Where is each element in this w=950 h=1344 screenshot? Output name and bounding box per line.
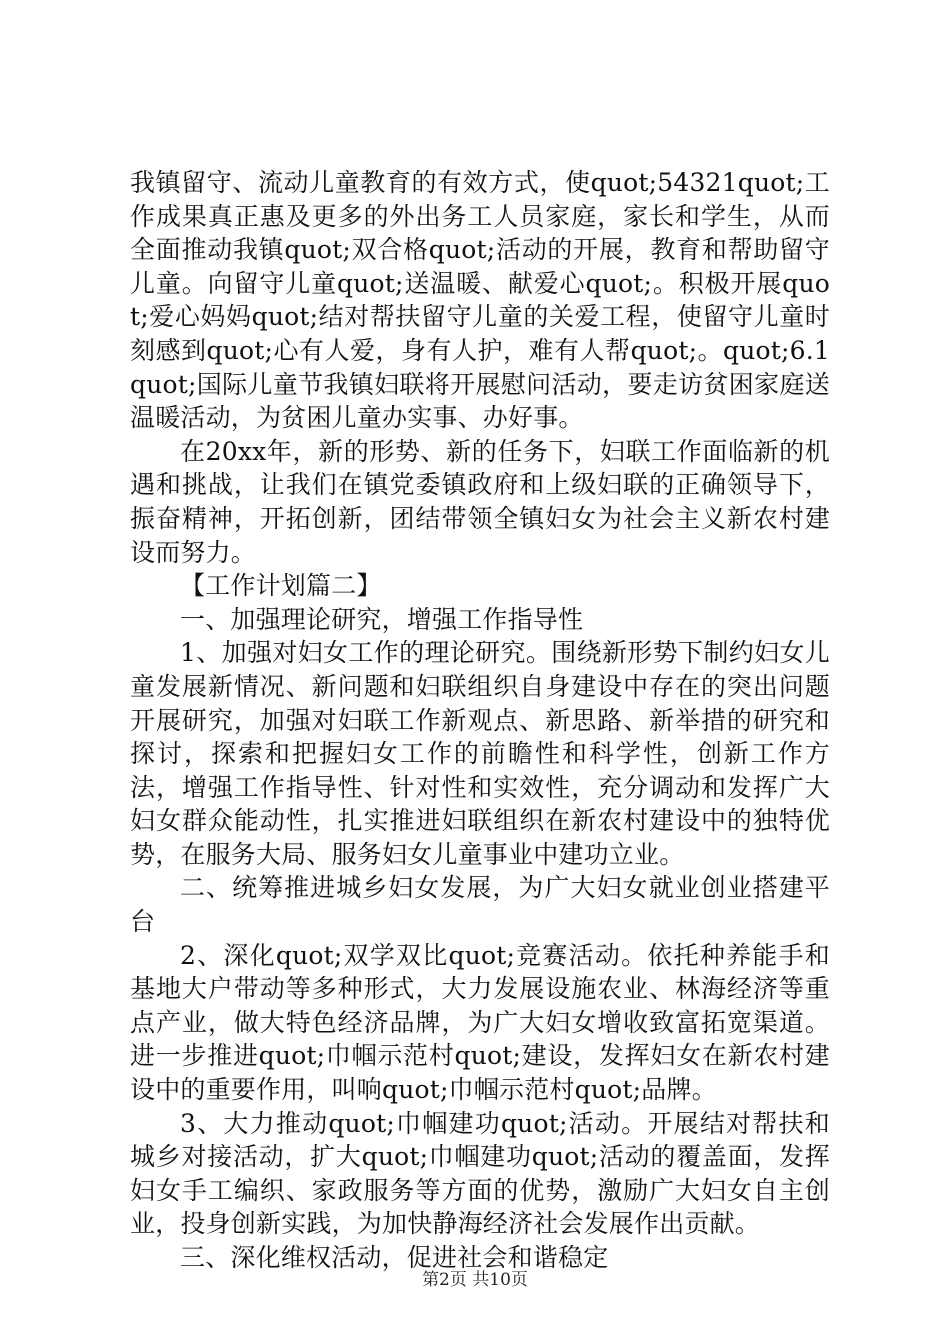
document-body [130,166,830,1275]
section-heading-3: 三、深化维权活动，促进社会和谐稳定 [180,1243,609,1272]
section-heading-2: 二、统筹推进城乡妇女发展，为广大妇女就业创业搭建平台 [130,873,830,937]
paragraph-2: 在20xx年，新的形势、新的任务下，妇联工作面临新的机遇和挑战，让我们在镇党委镇政府和上级妇联的正确领导下，振奋精神，开拓创新，团结带领全镇妇女为社会主义新农村建设而努力。 [130,436,830,567]
section-heading-1: 一、加强理论研究，增强工作指导性 [180,604,584,634]
page-number-footer: 第2页 共10页 [422,1270,528,1290]
paragraph-4: 2、深化quot;双学双比quot;竞赛活动。依托种养能手和基地大户带动等多种形式，大力发展设施农业、林海经济等重点产业，做大特色经济品牌，为广大妇女增收致富拓宽渠道。进一步推进quot;巾帼示范村quot;建设，发挥妇女在新农村建设中的重要作用，叫响quot;巾帼示范村quot;品牌。 [130,940,830,1105]
paragraph-1: 我镇留守、流动儿童教育的有效方式，使quot;54321quot;工作成果真正惠及更多的外出务工人员家庭，家长和学生，从而全面推动我镇quot;双合格quot;活动的开展，教育和帮助留守儿童。向留守儿童quot;送温暖、献爱心quot;。积极开展quot;爱心妈妈quot;结对帮扶留守儿童的关爱工程，使留守儿童时刻感到quot;心有人爱，身有人护，难有人帮quot;。quot;6.1quot;国际儿童节我镇妇联将开展慰问活动，要走访贫困家庭送温暖活动，为贫困儿童办实事、办好事。 [130,168,830,433]
paragraph-3: 1、加强对妇女工作的理论研究。围绕新形势下制约妇女儿童发展新情况、新问题和妇联组织自身建设中存在的突出问题开展研究，加强对妇联工作新观点、新思路、新举措的研究和探讨，探索和把握妇女工作的前瞻性和科学性，创新工作方法，增强工作指导性、针对性和实效性，充分调动和发挥广大妇女群众能动性，扎实推进妇联组织在新农村建设中的独特优势，在服务大局、服务妇女儿童事业中建功立业。 [130,638,830,869]
section-heading-plan-two: 【工作计划篇二】 [180,571,382,601]
paragraph-5: 3、大力推动quot;巾帼建功quot;活动。开展结对帮扶和城乡对接活动，扩大quot;巾帼建功quot;活动的覆盖面，发挥妇女手工编织、家政服务等方面的优势，激励广大妇女自主创业，投身创新实践，为加快静海经济社会发展作出贡献。 [130,1108,830,1239]
